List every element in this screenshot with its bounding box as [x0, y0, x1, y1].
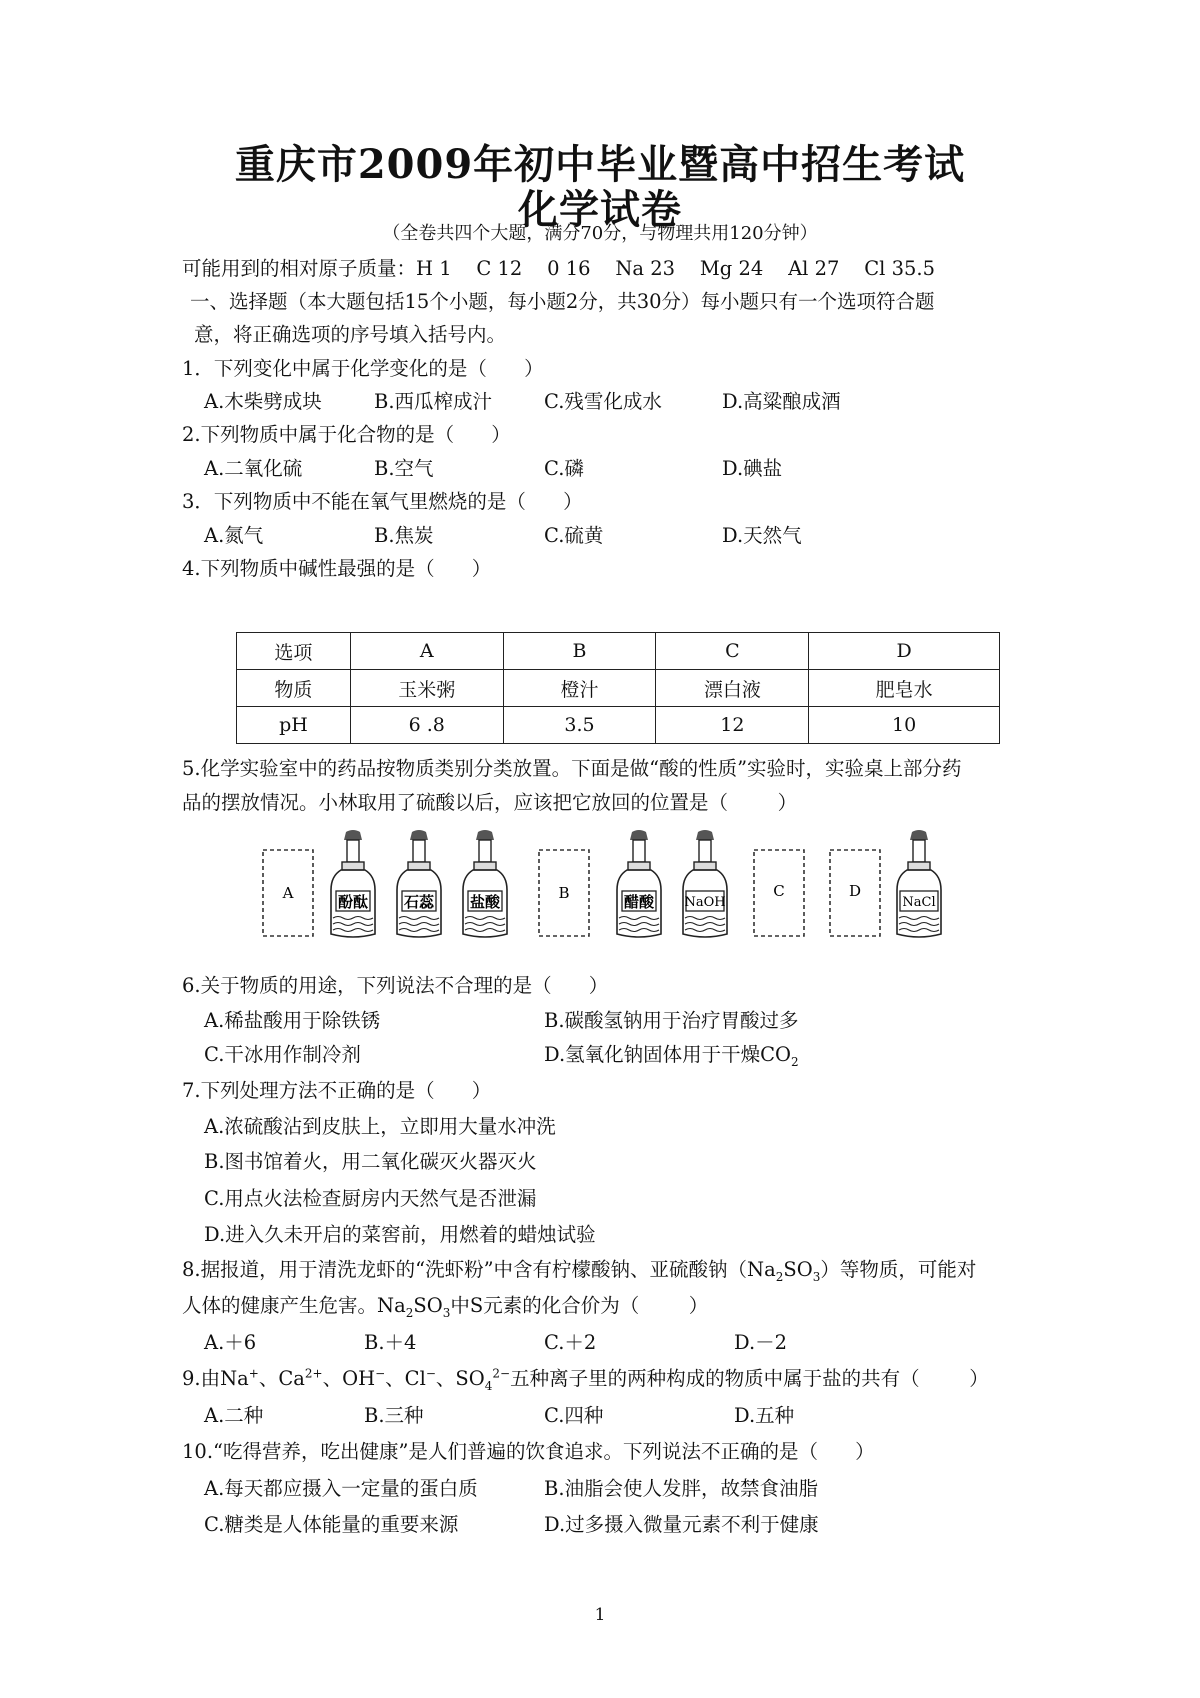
question-2-option-b: B.空气: [374, 457, 434, 480]
question-6-option-a: A.稀盐酸用于除铁锈: [204, 1009, 381, 1032]
question-9-option-d: D.五种: [734, 1404, 795, 1427]
atomic-masses: 可能用到的相对原子质量：H 1 C 12 0 16 Na 23 Mg 24 Al 27 Cl 35.5: [182, 257, 935, 280]
question-3-option-c: C.硫黄: [544, 524, 604, 547]
bottle-litmus: [397, 830, 441, 937]
slot-label: B: [558, 884, 570, 902]
table-cell: 物质: [237, 670, 351, 707]
table-cell: 漂白液: [656, 670, 809, 707]
table-cell: 选项: [237, 633, 351, 670]
question-2-option-d: D.碘盐: [722, 457, 783, 480]
question-10-option-b: B.油脂会使人发胖，故禁食油脂: [544, 1477, 819, 1500]
question-7-option-d: D.进入久未开启的菜窖前，用燃着的蜡烛试验: [204, 1223, 596, 1246]
question-10-option-d: D.过多摄入微量元素不利于健康: [544, 1513, 819, 1536]
question-6-option-b: B.碳酸氢钠用于治疗胃酸过多: [544, 1009, 799, 1032]
table-cell: 6 .8: [350, 707, 503, 744]
question-7-option-c: C.用点火法检查厨房内天然气是否泄漏: [204, 1187, 537, 1210]
question-9-option-b: B.三种: [364, 1404, 424, 1427]
title-line1: 重庆市2009年初中毕业暨高中招生考试: [234, 141, 966, 188]
question-10-stem: 10.“吃得营养，吃出健康”是人们普遍的饮食追求。下列说法不正确的是（ ）: [182, 1440, 875, 1463]
question-8-option-b: B.＋4: [364, 1331, 417, 1354]
table-row: [237, 633, 1000, 670]
question-1-option-a: A.木柴劈成块: [204, 390, 322, 413]
empty-slot-d: [830, 850, 880, 936]
bottle-label: NaOH: [684, 895, 726, 910]
title-line2: 化学试卷: [518, 186, 682, 233]
section1-instructions-line1: 一、选择题（本大题包括15个小题，每小题2分，共30分）每小题只有一个选项符合题: [190, 290, 935, 313]
table-row: [237, 707, 1000, 744]
section1-instructions-line2: 意，将正确选项的序号填入括号内。: [194, 323, 507, 346]
table-cell: 肥皂水: [809, 670, 1000, 707]
table-cell: D: [809, 633, 1000, 670]
bottle-label: NaCl: [902, 895, 936, 910]
question-1-option-b: B.西瓜榨成汁: [374, 390, 493, 413]
question-1-option-d: D.高粱酿成酒: [722, 390, 841, 413]
table-cell: pH: [237, 707, 351, 744]
bottle-acetic-acid: [617, 830, 661, 937]
question-6-option-d: D.氢氧化钠固体用于干燥$CO_2$: [544, 1043, 799, 1069]
subtitle: （全卷共四个大题，满分70分，与物理共用120分钟）: [382, 223, 818, 244]
question-9-option-c: C.四种: [544, 1404, 604, 1427]
question-5-line1: 5.化学实验室中的药品按物质类别分类放置。下面是做“酸的性质”实验时，实验桌上部分药: [182, 757, 962, 780]
question-7-option-a: A.浓硫酸沾到皮肤上，立即用大量水冲洗: [204, 1115, 556, 1138]
empty-slot-b: [539, 850, 589, 936]
question-4-ph-table: [236, 632, 1000, 744]
table-cell: 玉米粥: [350, 670, 503, 707]
bottle-phenolphthalein: [331, 830, 375, 937]
table-cell: 3.5: [503, 707, 656, 744]
bottle-hydrochloric-acid: [463, 830, 507, 937]
empty-slot-c: [754, 850, 804, 936]
slot-label: D: [848, 882, 862, 900]
table-cell: 橙汁: [503, 670, 656, 707]
table-cell: A: [350, 633, 503, 670]
question-1-stem: 1．下列变化中属于化学变化的是（ ）: [182, 357, 544, 380]
question-6-option-c: C.干冰用作制冷剂: [204, 1043, 361, 1066]
question-7-option-b: B.图书馆着火，用二氧化碳灭火器灭火: [204, 1150, 537, 1173]
bottle-sodium-hydroxide: [683, 830, 727, 937]
bottle-label: 醋酸: [623, 893, 655, 911]
question-10-option-c: C.糖类是人体能量的重要来源: [204, 1513, 459, 1536]
reagent-shelf-figure: [255, 830, 1015, 940]
question-3-stem: 3．下列物质中不能在氧气里燃烧的是（ ）: [182, 490, 583, 513]
page-number: 1: [594, 1605, 606, 1625]
question-5-line2: 品的摆放情况。小林取用了硫酸以后，应该把它放回的位置是（ ）: [182, 791, 798, 814]
table-cell: 10: [809, 707, 1000, 744]
slot-label: C: [773, 882, 785, 900]
question-3-option-d: D.天然气: [722, 524, 802, 547]
question-9-stem: 9.由Na+、$Ca^{2+}$、OH−、Cl−、$SO_4^{2-}$五种离子里的两种构成的物质中属于盐的共有（ ）: [182, 1366, 989, 1393]
question-8-option-a: A.＋6: [204, 1331, 257, 1354]
question-2-option-a: A.二氧化硫: [204, 457, 303, 480]
question-8-option-d: D.－2: [734, 1331, 788, 1354]
question-6-stem: 6.关于物质的用途，下列说法不合理的是（ ）: [182, 974, 609, 997]
question-4-stem: 4.下列物质中碱性最强的是（ ）: [182, 557, 492, 580]
question-1-option-c: C.残雪化成水: [544, 390, 662, 413]
question-10-option-a: A.每天都应摄入一定量的蛋白质: [204, 1477, 478, 1500]
slot-label: A: [282, 884, 294, 902]
question-2-option-c: C.磷: [544, 457, 584, 480]
table-cell: B: [503, 633, 656, 670]
question-7-stem: 7.下列处理方法不正确的是（ ）: [182, 1079, 492, 1102]
question-2-stem: 2.下列物质中属于化合物的是（ ）: [182, 423, 511, 446]
table-row: [237, 670, 1000, 707]
empty-slot-a: [263, 850, 313, 936]
table-cell: 12: [656, 707, 809, 744]
question-8-line1: 8.据报道，用于清洗龙虾的“洗虾粉”中含有柠檬酸钠、亚硫酸钠$(Na_2SO_3)$等物质，可能对: [182, 1258, 977, 1284]
bottle-label: 盐酸: [469, 893, 501, 911]
question-9-option-a: A.二种: [204, 1404, 264, 1427]
table-cell: C: [656, 633, 809, 670]
bottle-sodium-chloride: [897, 830, 941, 937]
bottle-label: 石蕊: [403, 893, 435, 911]
question-3-option-b: B.焦炭: [374, 524, 434, 547]
question-8-option-c: C.＋2: [544, 1331, 597, 1354]
question-3-option-a: A.氮气: [204, 524, 264, 547]
bottle-label: 酚酞: [337, 893, 369, 911]
question-8-line2: 人体的健康产生危害。$Na_2SO_3$中S元素的化合价为（ ）: [182, 1294, 709, 1320]
